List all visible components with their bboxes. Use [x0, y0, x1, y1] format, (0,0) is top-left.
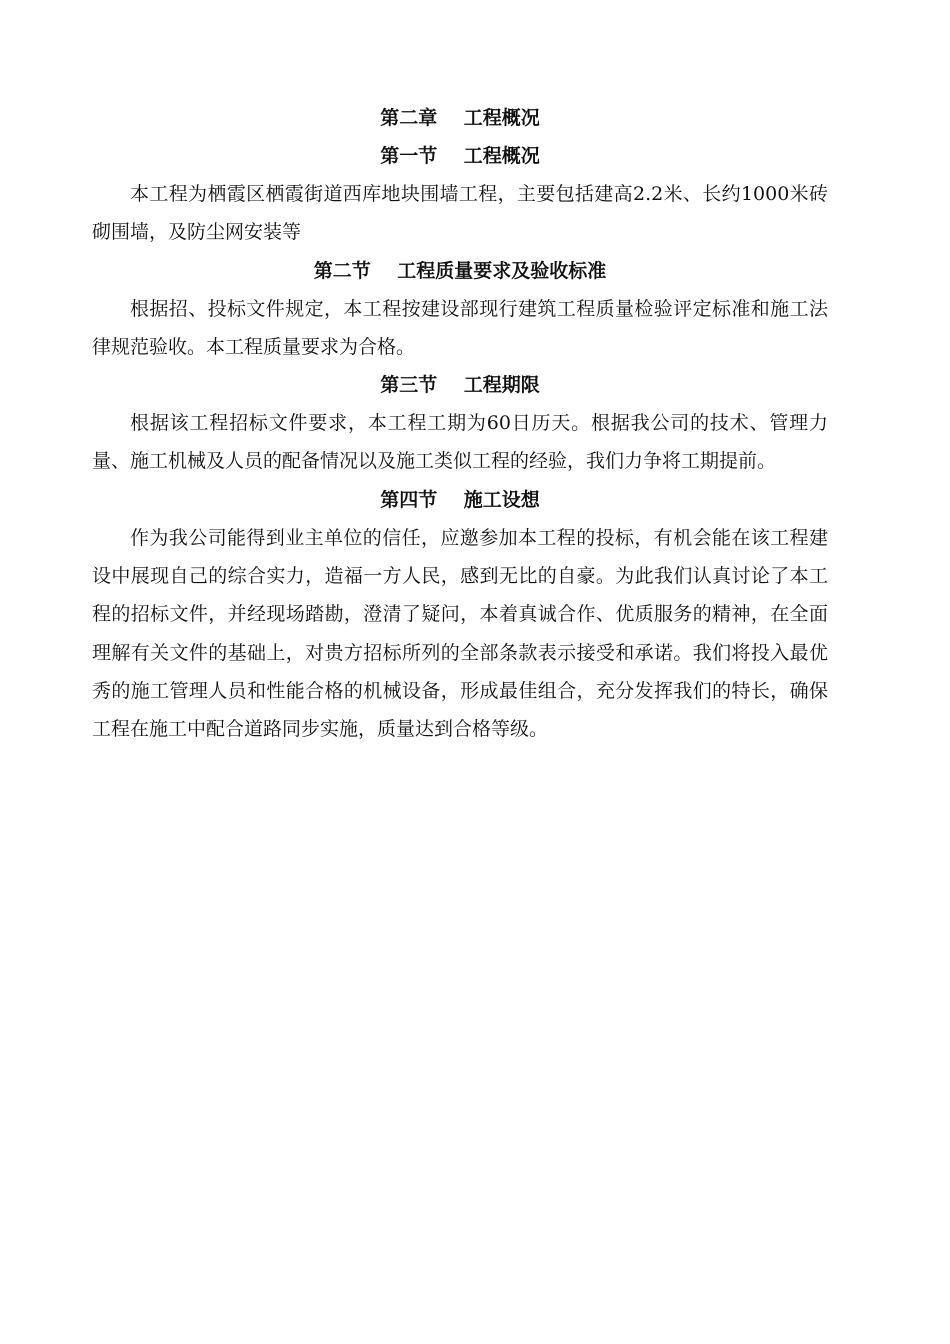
section-heading-2: 第二节 工程质量要求及验收标准 [313, 259, 607, 282]
document-page [92, 99, 828, 749]
chapter-title: 第二章 工程概况 [380, 107, 540, 129]
section-paragraph-1: 本工程为栖霞区栖霞街道西库地块围墙工程，主要包括建高2.2米、长约1000米砖砌围墙，及防尘网安装等 [92, 183, 828, 244]
section-paragraph-2: 根据招、投标文件规定，本工程按建设部现行建筑工程质量检验评定标准和施工法律规范验收。本工程质量要求为合格。 [92, 297, 828, 358]
section-heading-3: 第三节 工程期限 [380, 374, 540, 397]
section-heading-4: 第四节 施工设想 [380, 488, 540, 511]
section-paragraph-4: 作为我公司能得到业主单位的信任，应邀参加本工程的投标，有机会能在该工程建设中展现自己的综合实力，造福一方人民，感到无比的自豪。为此我们认真讨论了本工程的招标文件，并经现场踏勘，澄清了疑问，本着真诚合作、优质服务的精神，在全面理解有关文件的基础上，对贵方招标所列的全部条款表示接受和承诺。我们将投入最优秀的施工管理人员和性能合格的机械设备，形成最佳组合，充分发挥我们的特长，确保工程在施工中配合道路同步实施，质量达到合格等级。 [92, 526, 828, 741]
section-paragraph-3: 根据该工程招标文件要求，本工程工期为60日历天。根据我公司的技术、管理力量、施工机械及人员的配备情况以及施工类似工程的经验，我们力争将工期提前。 [92, 412, 828, 473]
section-heading-1: 第一节 工程概况 [380, 145, 540, 167]
